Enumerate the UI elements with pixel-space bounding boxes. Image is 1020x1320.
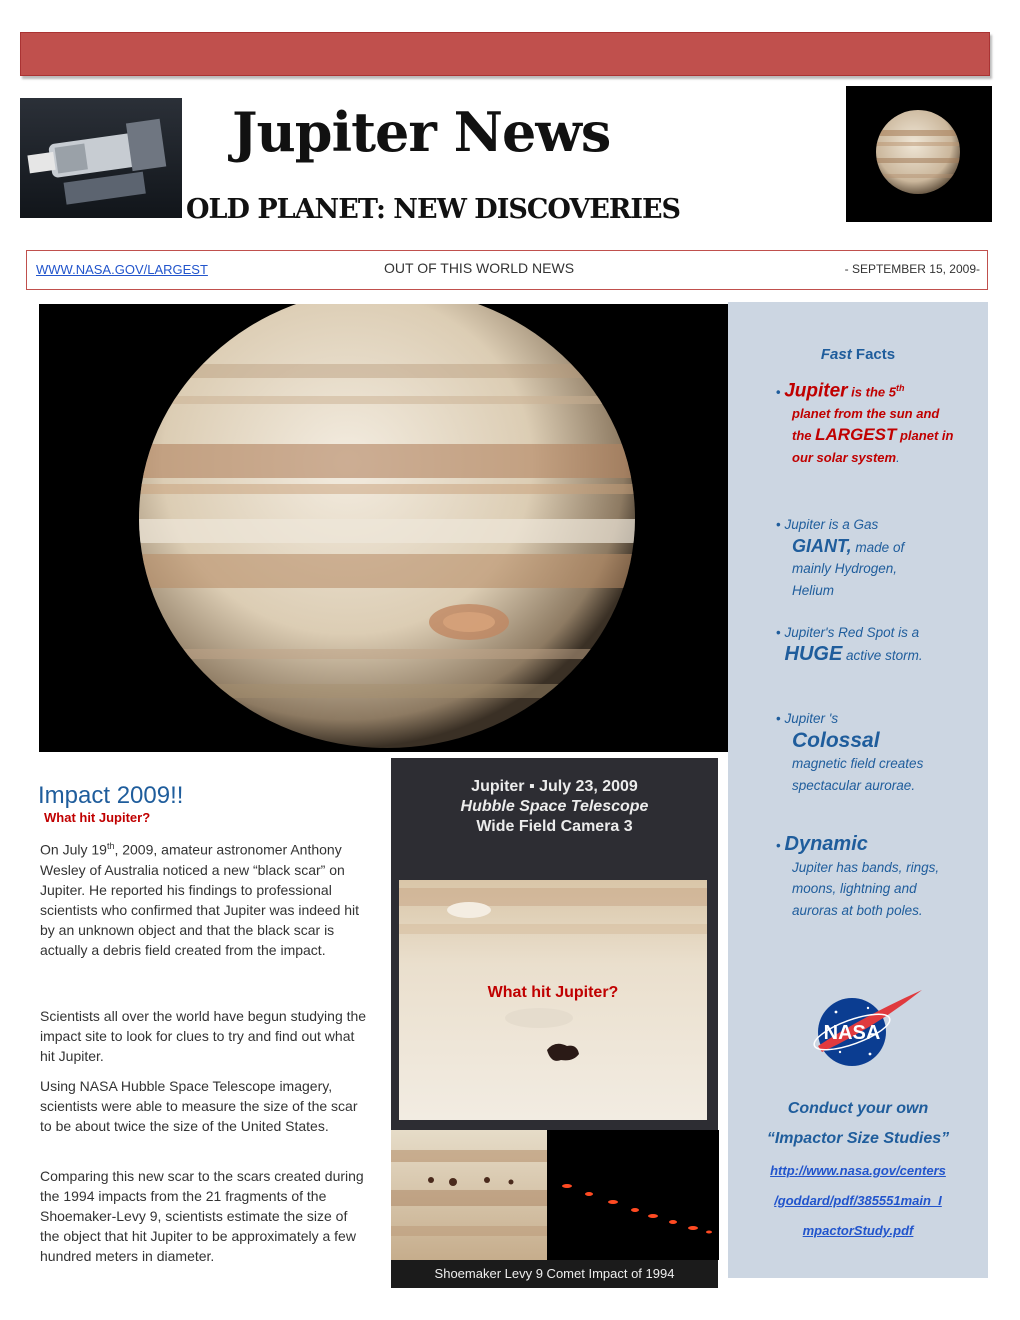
fast-facts-title: [728, 346, 988, 363]
article-paragraph-4: Comparing this new scar to the scars created during the 1994 impacts from the 21 fragments of the Shoemaker-Levy 9, scientists estimate the size of the object that hit Jupiter to be approximately a few hundred meters in diameter.: [40, 1168, 364, 1264]
link-line1[interactable]: http://www.nasa.gov/centers: [770, 1163, 946, 1178]
para-text: , 2009, amateur astronomer Anthony Wesley of Australia noticed a new “black scar” on Jupiter. He reported his findings to professional scientists who confirmed that Jupiter was indeed hit by an unknown object and that the black scar is actually a debris field created from the impact.: [40, 841, 360, 958]
para-text: On July 19: [40, 841, 107, 858]
fact-gas-giant: [776, 514, 972, 601]
conduct-line2: “Impactor Size Studies”: [766, 1130, 950, 1147]
bullet-icon: •: [776, 838, 781, 853]
fact-text: planet in our solar: [792, 428, 954, 465]
hubble-telescope-photo: [20, 98, 182, 218]
fact-text: active storm.: [842, 647, 923, 663]
article-subheading: What hit Jupiter?: [44, 810, 151, 825]
fact-dynamic: [776, 834, 972, 921]
fact-keyword: GIANT,: [792, 535, 852, 556]
nasa-logo: [810, 988, 926, 1072]
nasa-link[interactable]: WWW.NASA.GOV/LARGEST: [36, 262, 208, 277]
jupiter-thumbnail-photo: [846, 86, 992, 222]
fact-keyword: Dynamic: [784, 833, 868, 855]
fact-text: is the 5: [847, 384, 896, 400]
article-paragraph-2: Scientists all over the world have begun studying the impact site to look for clues to try and find out what hit Jupiter.: [40, 1008, 367, 1064]
fast-facts-title-rest: Facts: [851, 346, 896, 363]
fact-largest-planet: [776, 378, 972, 468]
bullet-icon: •: [776, 517, 781, 532]
fact-text: Jupiter is a Gas: [784, 517, 879, 532]
newsletter-title: Jupiter News: [232, 100, 611, 164]
sl9-jupiter-photo: [391, 1130, 547, 1260]
link-line3[interactable]: mpactorStudy.pdf: [802, 1223, 914, 1238]
para-sup: th: [106, 841, 115, 851]
nasa-logo-text: NASA: [823, 1022, 881, 1044]
fact-text: magnetic field creates spectacular aurorae.: [792, 756, 924, 793]
fact-red-spot: [776, 622, 972, 666]
hubble-panel-line3: Wide Field Camera 3: [476, 818, 633, 835]
bullet-icon: •: [776, 625, 781, 640]
fact-text: .: [896, 449, 900, 465]
impact-photo-caption: What hit Jupiter?: [487, 984, 619, 1001]
fact-text: made of mainly Hydrogen, Helium: [792, 539, 905, 598]
sl9-caption: Shoemaker Levy 9 Comet Impact of 1994: [434, 1266, 675, 1281]
article-heading: Impact 2009!!: [38, 782, 184, 809]
impactor-study-link[interactable]: [728, 1156, 988, 1246]
fact-keyword: LARGEST: [815, 425, 897, 445]
article-paragraph-1: [40, 836, 370, 960]
conduct-line1: Conduct your own: [787, 1100, 929, 1117]
fact-text: planet from the sun and the: [792, 405, 940, 444]
link-line2[interactable]: /goddard/pdf/385551main_I: [774, 1193, 942, 1208]
bullet-icon: •: [776, 711, 781, 726]
jupiter-main-photo: [39, 304, 737, 752]
newsletter-subtitle: OLD PLANET: NEW DISCOVERIES: [186, 194, 681, 225]
fact-text: system: [851, 449, 897, 465]
article-paragraph-3: Using NASA Hubble Space Telescope imagery, scientists were able to measure the size of the scar to be about twice the size of the United States.: [40, 1078, 358, 1134]
fast-facts-title-em: Fast: [820, 346, 852, 363]
fact-text: Jupiter's Red Spot is a: [784, 625, 920, 640]
sl9-comet-fragments-photo: [547, 1130, 719, 1260]
fact-keyword: HUGE: [784, 642, 843, 665]
hubble-panel-line2: Hubble Space Telescope: [460, 798, 649, 815]
issue-date: - SEPTEMBER 15, 2009-: [844, 262, 980, 276]
fact-keyword: Colossal: [792, 728, 880, 752]
fact-keyword: Jupiter: [784, 380, 848, 402]
conduct-studies-callout: [728, 1094, 988, 1154]
hubble-panel-line1: Jupiter ▪ July 23, 2009: [471, 778, 638, 795]
bullet-icon: •: [776, 384, 781, 400]
fact-magnetic-field: [776, 708, 972, 796]
fact-text: Jupiter 's: [784, 711, 839, 726]
section-label: OUT OF THIS WORLD NEWS: [384, 260, 575, 276]
header-color-bar: [20, 32, 990, 76]
fact-text: Jupiter has bands, rings, moons, lightning and auroras at both poles.: [792, 859, 940, 918]
fact-sup: th: [895, 383, 905, 393]
